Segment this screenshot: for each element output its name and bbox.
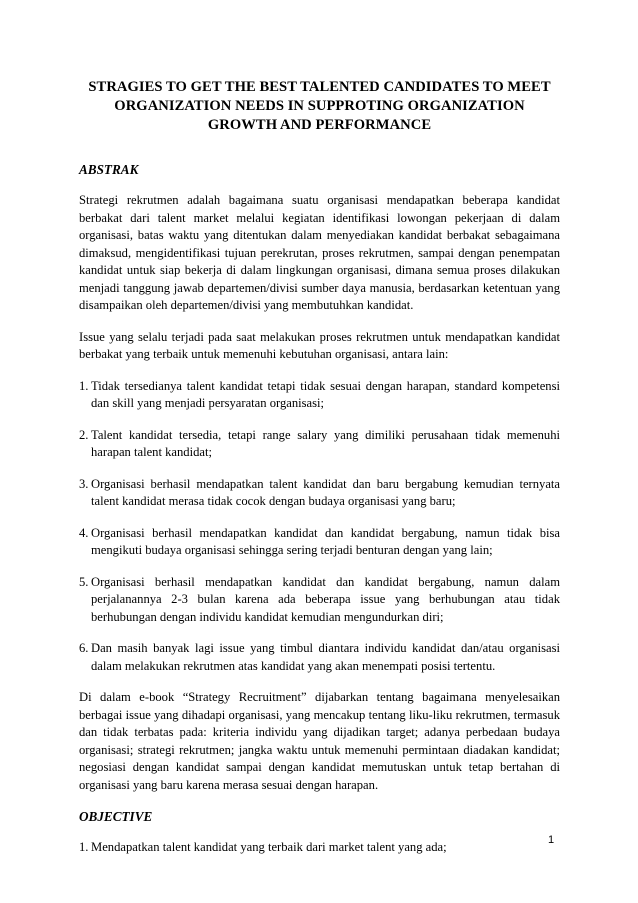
list-item [79,574,560,627]
list-item-text: Talent kandidat tersedia, tetapi range salary yang dimiliki perusahaan tidak memenuhi harapan talent kandidat; [91,427,560,459]
list-item [79,839,560,857]
list-item [79,476,560,511]
ebook-paragraph: Di dalam e-book “Strategy Recruitment” dijabarkan tentang bagaimana menyelesaikan berbagai issue yang dihadapi organisasi, yang mencakup tentang liku-liku rekrutmen, termasuk dan tidak terbatas pada: kriteria individu yang dijadikan target; adanya perbedaan budaya organisasi; strategi rekrutmen; jangka waktu untuk memenuhi permintaan diadakan kandidat; negosiasi dengan kandidat sampai dengan kandidat memutuskan untuk tetap bertahan di organisasi yang baru karena merasa sesuai dengan harapan. [79,690,560,792]
issue-list [79,378,560,676]
list-item-number: 1. [79,840,89,854]
list-item [79,427,560,462]
page-number: 1 [548,834,555,846]
abstract-paragraph: Strategi rekrutmen adalah bagaimana suatu organisasi mendapatkan beberapa kandidat berbakat dari talent market melalui kegiatan identifikasi lowongan pekerjaan di dalam organisasi, batas waktu yang ditentukan dalam menyediakan kandidat berbakat sebagaimana dimaksud, mengidentifikasi tujuan perekrutan, proses rekrutmen, sampai dengan penempatan kandidat untuk siap bekerja di dalam lingkungan organisasi, dimana semua proses dilakukan menjadi tanggung jawab departemen/divisi sumber daya manusia, berdasarkan ketentuan yang disampaikan oleh departemen/divisi yang membutuhkan kandidat. [79,193,560,312]
document-title: STRAGIES TO GET THE BEST TALENTED CANDIDATES TO MEET ORGANIZATION NEEDS IN SUPPROTING ORGANIZATION GROWTH AND PERFORMANCE [88,79,551,133]
list-item [79,378,560,413]
list-item-text: Tidak tersedianya talent kandidat tetapi tidak sesuai dengan harapan, standard kompetensi dan skill yang menjadi persyaratan organisasi; [91,378,560,410]
list-item-text: Organisasi berhasil mendapatkan talent kandidat dan baru bergabung kemudian ternyata talent kandidat merasa tidak cocok dengan budaya organisasi yang baru; [91,476,560,508]
page-content [79,78,560,857]
issue-intro-paragraph: Issue yang selalu terjadi pada saat melakukan proses rekrutmen untuk mendapatkan kandidat berbakat yang terbaik untuk memenuhi kebutuhan organisasi, antara lain: [79,329,560,361]
list-item-number: 1. [79,378,89,393]
list-item [79,640,560,675]
list-item [79,525,560,560]
list-item-number: 2. [79,427,89,442]
list-item-text: Organisasi berhasil mendapatkan kandidat dan kandidat bergabung, namun dalam perjalanannya 2-3 bulan karena ada beberapa issue yang berhubungan atau tidak berhubungan dengan individu kandidat kemudian mengundurkan diri; [91,574,560,624]
list-item-text: Organisasi berhasil mendapatkan kandidat dan kandidat bergabung, namun tidak bisa mengikuti budaya organisasi sehingga sering terjadi benturan dengan yang lain; [91,525,560,557]
objective-list [79,839,560,857]
list-item-number: 6. [79,641,89,655]
list-item-number: 4. [79,525,89,540]
list-item-text: Mendapatkan talent kandidat yang terbaik dari market talent yang ada; [91,840,447,854]
objective-heading: OBJECTIVE [79,809,153,824]
abstract-heading: ABSTRAK [79,162,139,177]
list-item-number: 3. [79,476,89,491]
list-item-number: 5. [79,574,89,589]
list-item-text: Dan masih banyak lagi issue yang timbul diantara individu kandidat dan/atau organisasi dalam melakukan rekrutmen atas kandidat yang akan menempati posisi tertentu. [91,641,560,673]
